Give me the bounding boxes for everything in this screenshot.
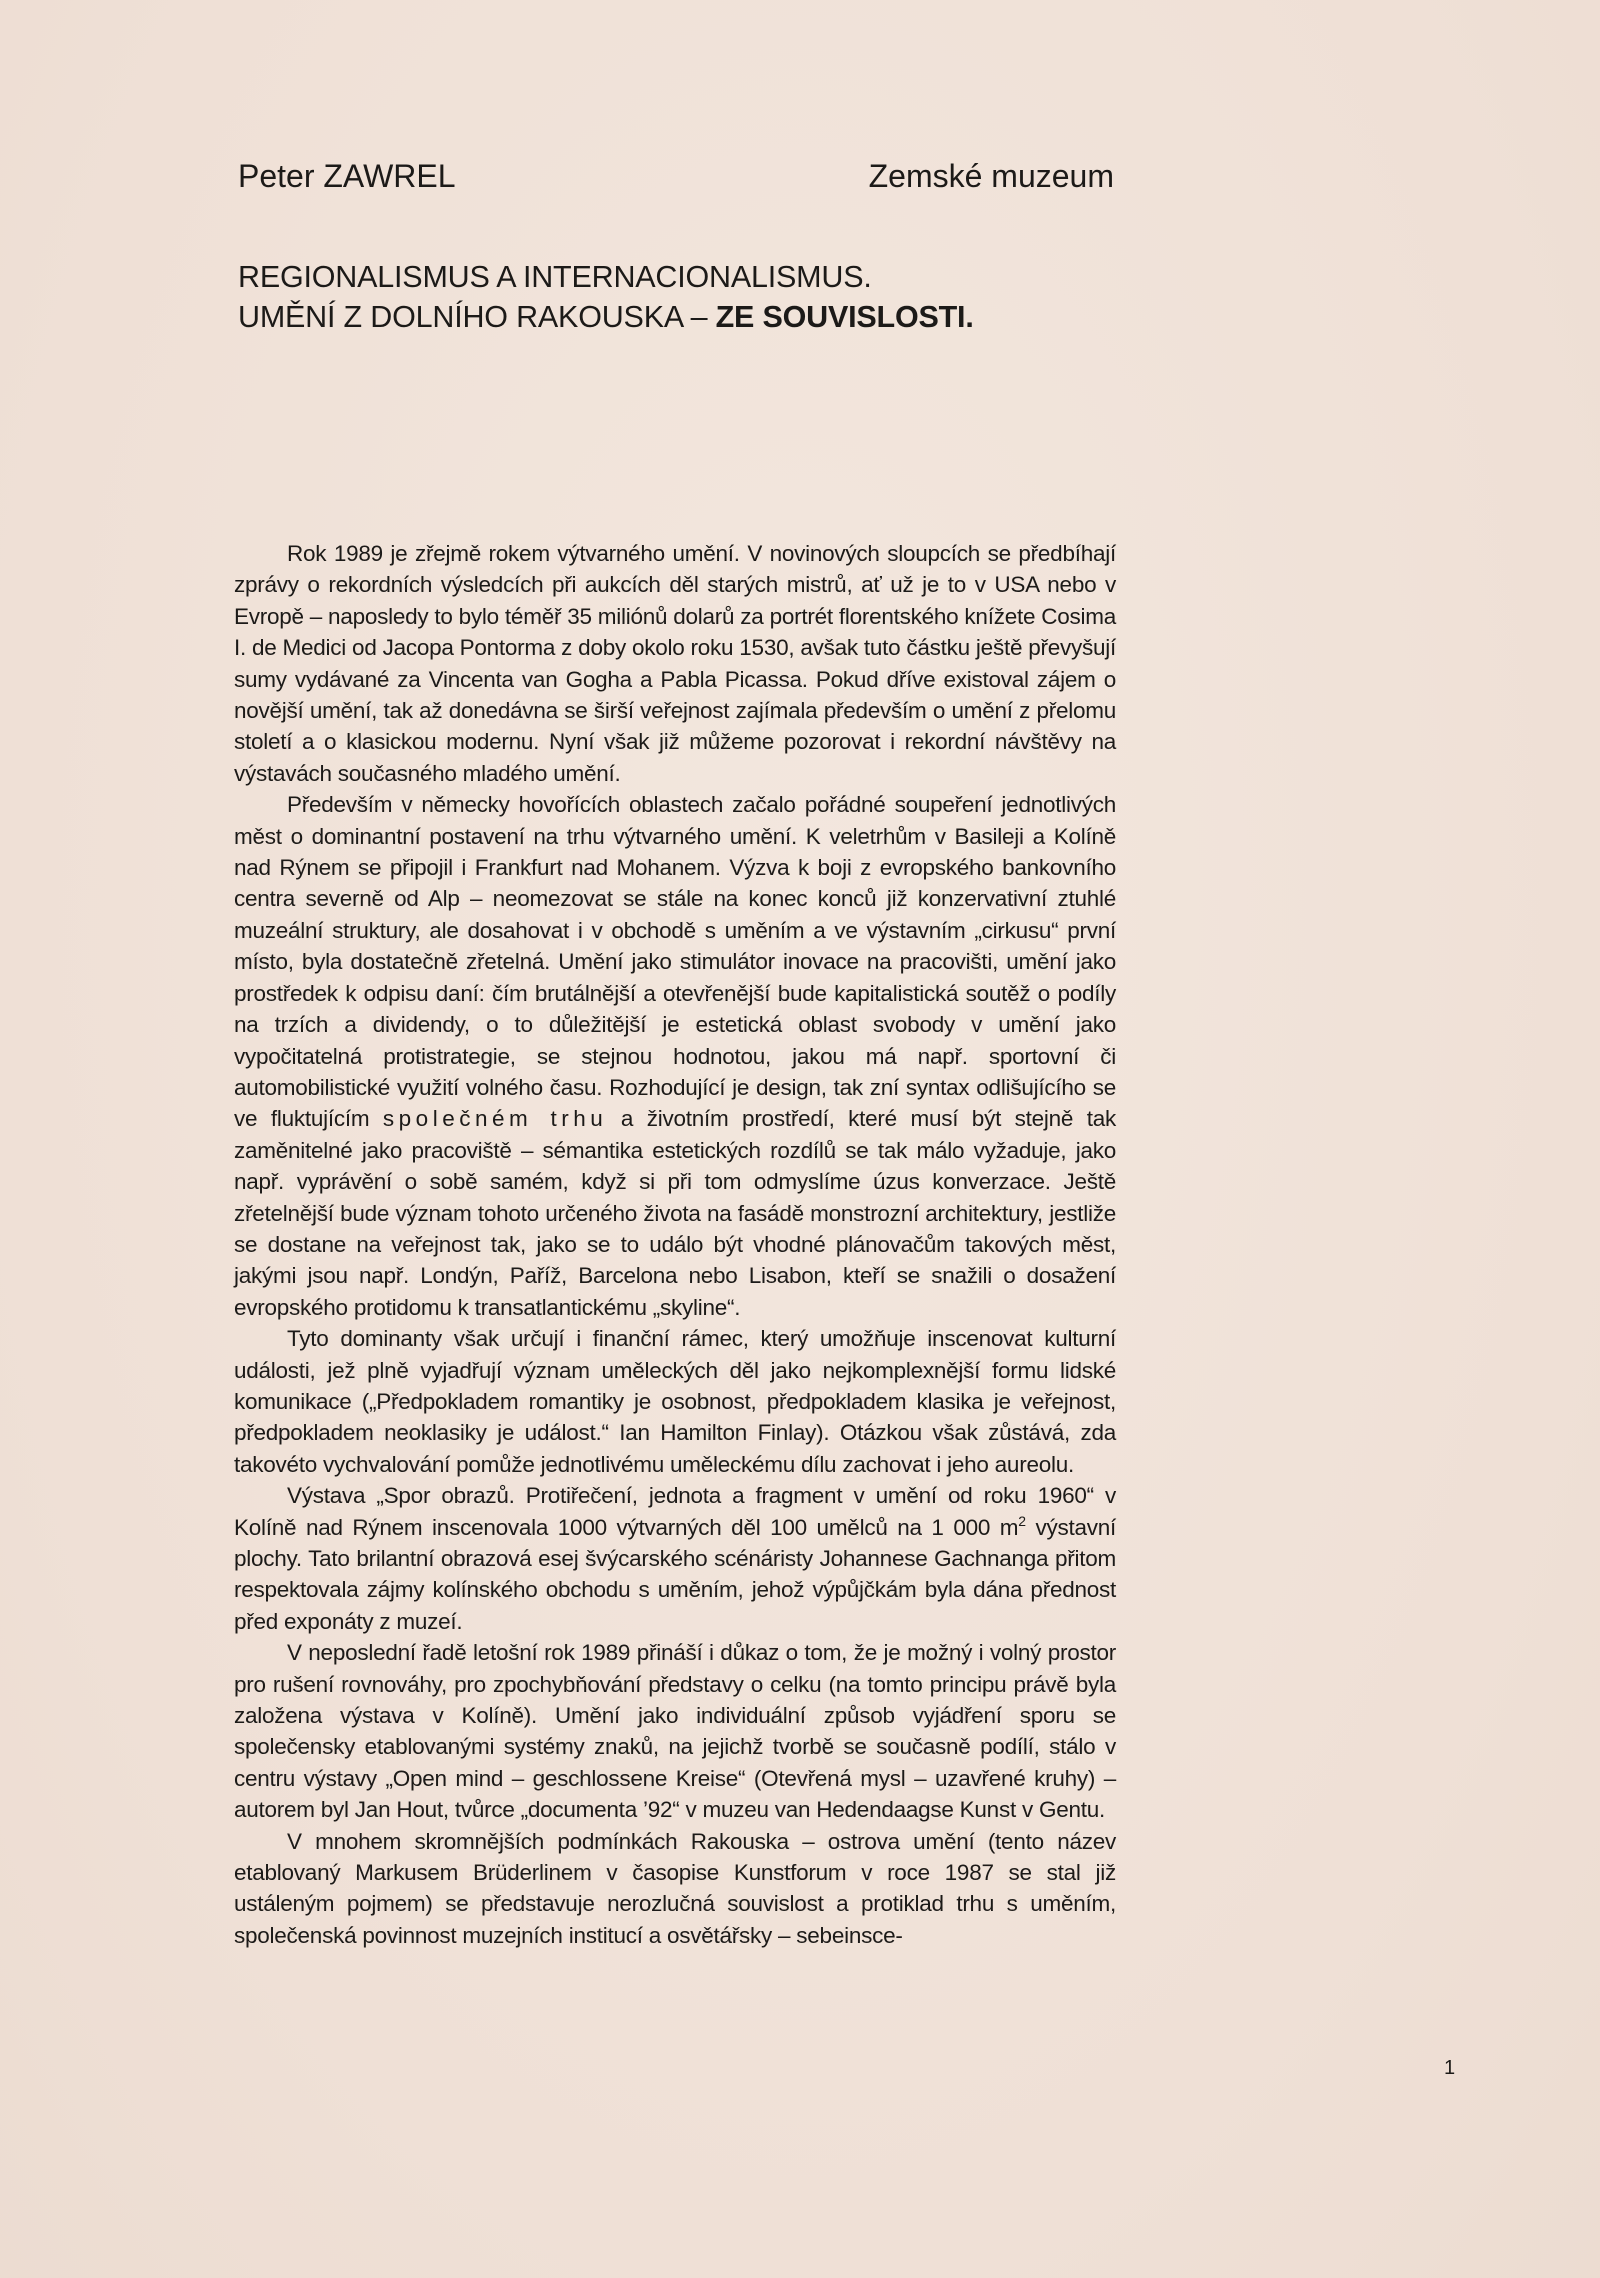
title-line-1: REGIONALISMUS A INTERNACIONALISMUS. (238, 260, 872, 294)
paragraph-2 (234, 789, 1116, 1323)
paragraph-6: V mnohem skromnějších podmínkách Rakouska – ostrova umění (tento název etablovaný Markusem Brüderlinem v časopise Kunstforum v roce 1987 se stal již ustáleným pojmem) se představuje nerozlučná souvislost a protiklad trhu s uměním, společenská povinnost muzejních institucí a osvětářsky – sebeinsce- (234, 1828, 1116, 1948)
title-line-2-regular: UMĚNÍ Z DOLNÍHO RAKOUSKA – (238, 300, 716, 334)
paragraph-4-part-1: Výstava „Spor obrazů. Protiřečení, jednota a fragment v umění od roku 1960“ v Kolíně nad Rýnem inscenovala 1000 výtvarných děl 100 umělců na 1 000 m (234, 1483, 1116, 1540)
title-line-2-bold: ZE SOUVISLOSTI. (715, 300, 974, 334)
paragraph-5: V neposlední řadě letošní rok 1989 přináší i důkaz o tom, že je možný i volný prostor pro rušení rovnováhy, pro zpochybňování představy o celku (na tomto principu právě byla založena výstava v Kolíně). Umění jako individuální způsob vyjádření sporu se společensky etablovanými systémy znaků, na jejichž tvorbě se současně podílí, stálo v centru výstavy „Open mind – geschlossene Kreise“ (Otevřená mysl – uzavřené kruhy) – autorem byl Jan Hout, tvůrce „documenta ’92“ v muzeu van Hedendaagse Kunst v Gentu. (234, 1640, 1116, 1823)
header (238, 156, 1114, 196)
institution-name: Zemské muzeum (868, 158, 1114, 194)
superscript-two: 2 (1018, 1512, 1026, 1529)
title-line-2 (238, 297, 974, 337)
paragraph-2-spaced-text: společném trhu (382, 1106, 608, 1132)
paragraph-2-part-2: a životním prostředí, které musí být stejně tak zaměnitelné jako pracoviště – sémantika estetických rozdílů se tak málo vyžaduje, jako např. vyprávění o sobě samém, když si při tom odmyslíme úzus konverzace. Ještě zřetelnější bude význam tohoto určeného života na fasádě monstrozní architektury, jestliže se dostane na veřejnost tak, jako se to událo být vhodné plánovačům takových měst, jakými jsou např. Londýn, Paříž, Barcelona nebo Lisabon, kteří se snažili o dosažení evropského protidomu k transatlantickému „skyline“. (234, 1106, 1117, 1320)
page-number: 1 (1444, 2057, 1456, 2079)
paragraph-4-part-2: výstavní plochy. Tato brilantní obrazová esej švýcarského scénáristy Johannese Gachnanga přitom respektovala zájmy kolínského obchodu s uměním, jehož výpůjčkám byla dána přednost před exponáty z muzeí. (234, 1514, 1116, 1634)
article-body (234, 538, 1116, 1951)
paragraph-3: Tyto dominanty však určují i finanční rámec, který umožňuje inscenovat kulturní události, jež plně vyjadřují význam uměleckých děl jako nejkomplexnější formu lidské komunikace („Předpokladem romantiky je osobnost, předpokladem klasika je veřejnost, předpokladem neoklasiky je událost.“ Ian Hamilton Finlay). Otázkou však zůstává, zda takovéto vychvalování pomůže jednotlivému uměleckému dílu zachovat i jeho aureolu. (234, 1326, 1116, 1477)
paragraph-4 (234, 1480, 1116, 1637)
paragraph-1: Rok 1989 je zřejmě rokem výtvarného umění. V novinových sloupcích se předbíhají zprávy o rekordních výsledcích při aukcích děl starých mistrů, ať už je to v USA nebo v Evropě – naposledy to bylo téměř 35 miliónů dolarů za portrét florentského knížete Cosima I. de Medici od Jacopa Pontorma z doby okolo roku 1530, avšak tuto částku ještě převyšují sumy vydávané za Vincenta van Gogha a Pabla Picassa. Pokud dříve existoval zájem o novější umění, tak až donedávna se širší veřejnost zajímala především o umění z přelomu století a o klasickou modernu. Nyní však již můžeme pozorovat i rekordní návštěvy na výstavách současného mladého umění. (234, 541, 1116, 786)
author-name: Peter ZAWREL (238, 158, 456, 194)
article-title (238, 257, 974, 337)
paragraph-2-part-1: Především v německy hovořících oblastech začalo pořádné soupeření jednotlivých měst o dominantní postavení na trhu výtvarného umění. K veletrhům v Basileji a Kolíně nad Rýnem se připojil i Frankfurt nad Mohanem. Výzva k boji z evropského bankovního centra severně od Alp – neomezovat se stále na konec konců již konzervativní ztuhlé muzeální struktury, ale dosahovat i v obchodě s uměním a ve výstavním „cirkusu“ první místo, byla dostatečně zřetelná. Umění jako stimulátor inovace na pracovišti, umění jako prostředek k odpisu daní: čím brutálnější a otevřenější bude kapitalistická soutěž o podíly na trzích a dividendy, o to důležitější je estetická oblast svobody v umění jako vypočitatelná protistrategie, se stejnou hodnotou, jakou má např. sportovní či automobilistické využití volného času. Rozhodující je design, tak zní syntax odlišujícího se ve fluktujícím (234, 792, 1116, 1132)
